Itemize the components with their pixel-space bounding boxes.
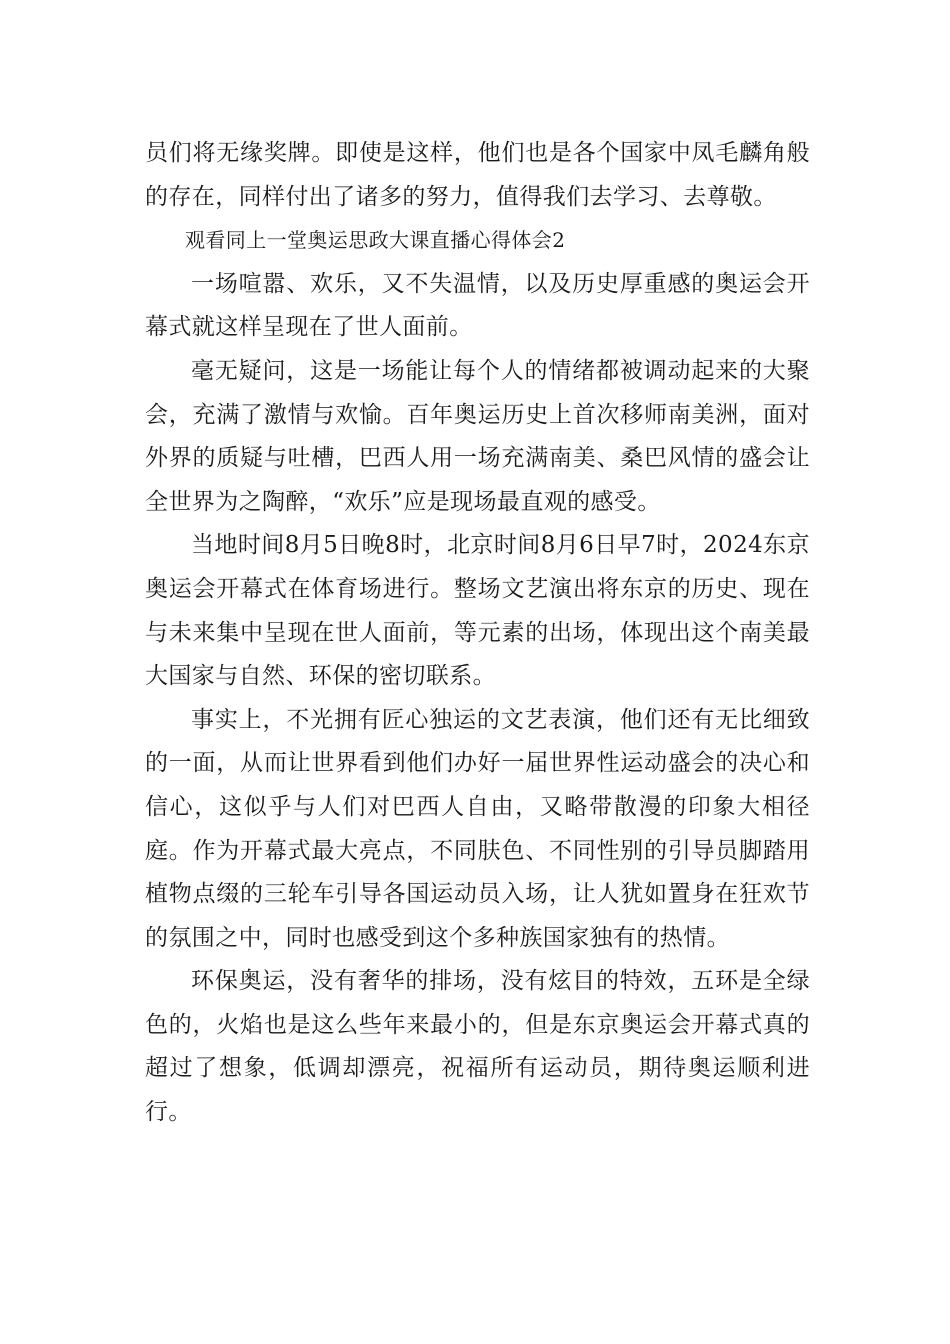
paragraph: 毫无疑问，这是一场能让每个人的情绪都被调动起来的大聚会，充满了激情与欢愉。百年奥运历史上首次移师南美洲，面对外界的质疑与吐槽，巴西人用一场充满南美、桑巴风情的盛会让全世界为之陶醉，“欢乐”应是现场最直观的感受。 (145, 357, 810, 515)
document-body (145, 132, 810, 1135)
paragraph: 当地时间8月5日晚8时，北京时间8月6日早7时，2024东京奥运会开幕式在体育场进行。整场文艺演出将东京的历史、现在与未来集中呈现在世人面前，等元素的出场，体现出这个南美最大国家与自然、环保的密切联系。 (145, 532, 810, 690)
paragraph: 环保奥运，没有奢华的排场，没有炫目的特效，五环是全绿色的，火焰也是这么些年来最小的，但是东京奥运会开幕式真的超过了想象，低调却漂亮，祝福所有运动员，期待奥运顺利进行。 (145, 968, 810, 1126)
paragraph: 一场喧嚣、欢乐，又不失温情，以及历史厚重感的奥运会开幕式就这样呈现在了世人面前。 (145, 270, 810, 341)
paragraph-continuation: 员们将无缘奖牌。即使是这样，他们也是各个国家中凤毛麟角般的存在，同样付出了诸多的努力，值得我们去学习、去尊敬。 (145, 140, 810, 210)
section-heading: 观看同上一堂奥运思政大课直播心得体会2 (185, 228, 566, 253)
paragraph: 事实上，不光拥有匠心独运的文艺表演，他们还有无比细致的一面，从而让世界看到他们办好一届世界性运动盛会的决心和信心，这似乎与人们对巴西人自由，又略带散漫的印象大相径庭。作为开幕式最大亮点，不同肤色、不同性别的引导员脚踏用植物点缀的三轮车引导各国运动员入场，让人犹如置身在狂欢节的氛围之中，同时也感受到这个多种族国家独有的热情。 (145, 706, 810, 951)
